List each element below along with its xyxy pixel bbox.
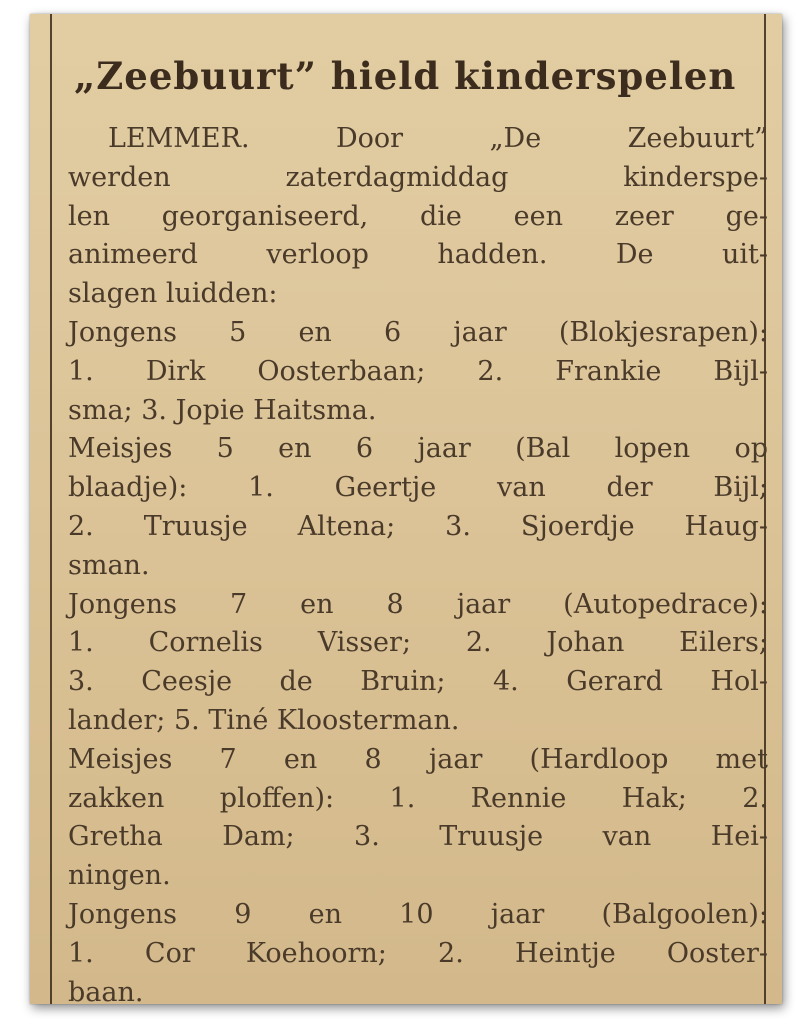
article-line: 3. Ceesje de Bruin; 4. Gerard Hol- xyxy=(68,666,768,698)
article-line: 1. Cornelis Visser; 2. Johan Eilers; xyxy=(68,627,768,659)
article-line: werden zaterdagmiddag kinderspe- xyxy=(68,161,768,193)
article-line: ningen. xyxy=(68,860,171,892)
article-line: sman. xyxy=(68,549,150,581)
article-line: lander; 5. Tiné Kloosterman. xyxy=(68,704,460,736)
article-line: len georganiseerd, die een zeer ge- xyxy=(68,200,768,232)
article-line: zakken ploffen): 1. Rennie Hak; 2. xyxy=(68,782,768,814)
column-rule-left xyxy=(50,14,52,1004)
article-line: slagen luidden: xyxy=(68,278,278,310)
headline: „Zeebuurt” hield kinderspelen xyxy=(74,54,737,98)
article-line: Jongens 9 en 10 jaar (Balgoolen): xyxy=(68,898,768,930)
article-line: baan. xyxy=(68,976,144,1008)
article-line: 2. Truusje Altena; 3. Sjoerdje Haug- xyxy=(68,510,768,542)
article-line: Jongens 5 en 6 jaar (Blokjesrapen): xyxy=(68,316,768,348)
article-line: sma; 3. Jopie Haitsma. xyxy=(68,394,377,426)
article-body xyxy=(68,120,768,1012)
article-line: Meisjes 7 en 8 jaar (Hardloop met xyxy=(68,743,768,775)
article-line: 1. Dirk Oosterbaan; 2. Frankie Bijl- xyxy=(68,355,768,387)
article-line: LEMMER. Door „De Zeebuurt” xyxy=(108,123,768,154)
article-line: blaadje): 1. Geertje van der Bijl; xyxy=(68,472,768,504)
newspaper-clipping xyxy=(30,14,782,1008)
article-line: 1. Cor Koehoorn; 2. Heintje Ooster- xyxy=(68,937,768,969)
article-line: Gretha Dam; 3. Truusje van Hei- xyxy=(68,821,768,853)
article-line: animeerd verloop hadden. De uit- xyxy=(68,239,768,271)
article-line: Meisjes 5 en 6 jaar (Bal lopen op xyxy=(68,433,768,465)
article-line: Jongens 7 en 8 jaar (Autopedrace): xyxy=(68,588,768,620)
